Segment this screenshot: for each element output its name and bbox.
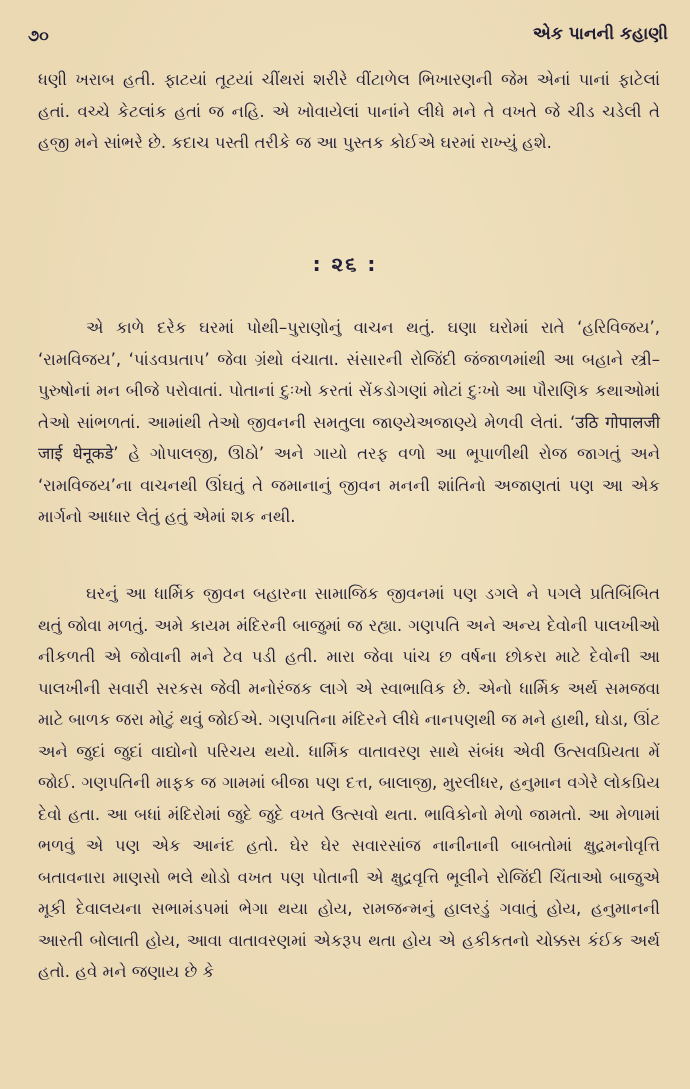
paragraph-3: ઘરનું આ ધાર્મિક જીવન બહારના સામાજિક જીવનમાં પણ ડગલે ને પગલે પ્રતિબિંબિત થતું જોવા મળતું. અમે કાયમ મંદિરની બાજુમાં જ રહ્યા. ગણપતિ અને અન્ય દેવોની પાલખીઓ નીકળતી એ જોવાની મને ટેવ પડી હતી. મારા જેવા પાંચ છ વર્ષના છોકરા માટે દેવોની આ પાલખીની સવારી સરકસ જેવી મનોરંજક લાગે એ સ્વાભાવિક છે. એનો ધાર્મિક અર્થ સમજવા માટે બાળક જરા મોટું થવું જોઈએ. ગણપતિના મંદિરને લીધે નાનપણથી જ મને હાથી, ઘોડા, ઊંટ અને જુદાં જુદાં વાદ્યોનો પરિચય થયો. ધાર્મિક વાતાવરણ સાથે સંબંધ એવી ઉત્સવપ્રિયતા મેં જોઈ. ગણપતિની માફક જ ગામમાં બીજા પણ દત્ત, બાલાજી, મુરલીધર, હનુમાન વગેરે લોકપ્રિય દેવો હતા. આ બધાં મંદિરોમાં જુદે જુદે વખતે ઉત્સવો થતા. ભાવિકોનો મેળો જામતો. આ મેળામાં ભળવું એ પણ એક આનંદ હતો. ઘેર ઘેર સવારસાંજ નાનીનાની બાબતોમાં ક્ષુદ્રમનોવૃત્તિ બતાવનારા માણસો ભલે થોડો વખત પણ પોતાની એ ક્ષુદ્રવૃત્તિ ભૂલીને રોજિંદી ચિંતાઓ બાજુએ મૂકી દેવાલયના સભામંડપમાં ભેગા થયા હોય, રામજન્મનું હાલરડું ગવાતું હોય, હનુમાનની આરતી બોલાતી હોય, આવા વાતાવરણમાં એકરૂપ થતા હોય એ હકીકતનો ચોક્કસ કંઈક અર્થ હતો. હવે મને જણાય છે કે <box>38 584 660 981</box>
book-title: એક પાનની કહાણી <box>532 24 668 44</box>
running-header <box>28 22 668 52</box>
chapter-number: : ૨૬ : <box>312 252 378 276</box>
page-number: ૭૦ <box>28 26 49 45</box>
paragraph-2: એ કાળે દરેક ઘરમાં પોથી–પુરાણોનું વાચન થતું. ઘણા ઘરોમાં રાતે ‘હરિવિજય’, ‘રામવિજય’, ‘પાંડવપ્રતાપ’ જેવા ગ્રંથો વંચાતા. સંસારની રોજિંદી જંજાળમાંથી આ બહાને સ્ત્રી–પુરુષોનાં મન બીજે પરોવાતાં. પોતાનાં દુઃખો કરતાં સેંકડોગણાં મોટાં દુઃખો આ પૌરાણિક કથાઓમાં તેઓ સાંભળતાં. આમાંથી તેઓ જીવનની સમતુલા જાણ્યેઅજાણ્યે મેળવી લેતાં. ‘उठि गोपालजी जाई धेनूकडे’ હે ગોપાલજી, ઊઠો’ અને ગાયો તરફ વળો આ ભૂપાળીથી રોજ જાગતું અને ‘રામવિજય’ના વાચનથી ઊંઘતું તે જમાનાનું જીવન મનની શાંતિનો અજાણતાં પણ આ એક માર્ગનો આધાર લેતું હતું એમાં શક નથી. <box>38 318 660 526</box>
paragraph-1: ધણી ખરાબ હતી. ફાટયાં તૂટયાં ચીંથરાં શરીરે વીંટાળેલ ભિખારણની જેમ એનાં પાનાં ફાટેલાં હતાં. વચ્ચે કેટલાંક હતાં જ નહિ. એ ખોવાયેલાં પાનાંને લીધે મને તે વખતે જે ચીડ ચડેલી તે હજી મને સાંભરે છે. કદાચ પસ્તી તરીકે જ આ પુસ્તક કોઈએ ઘરમાં રાખ્યું હશે. <box>38 70 660 152</box>
